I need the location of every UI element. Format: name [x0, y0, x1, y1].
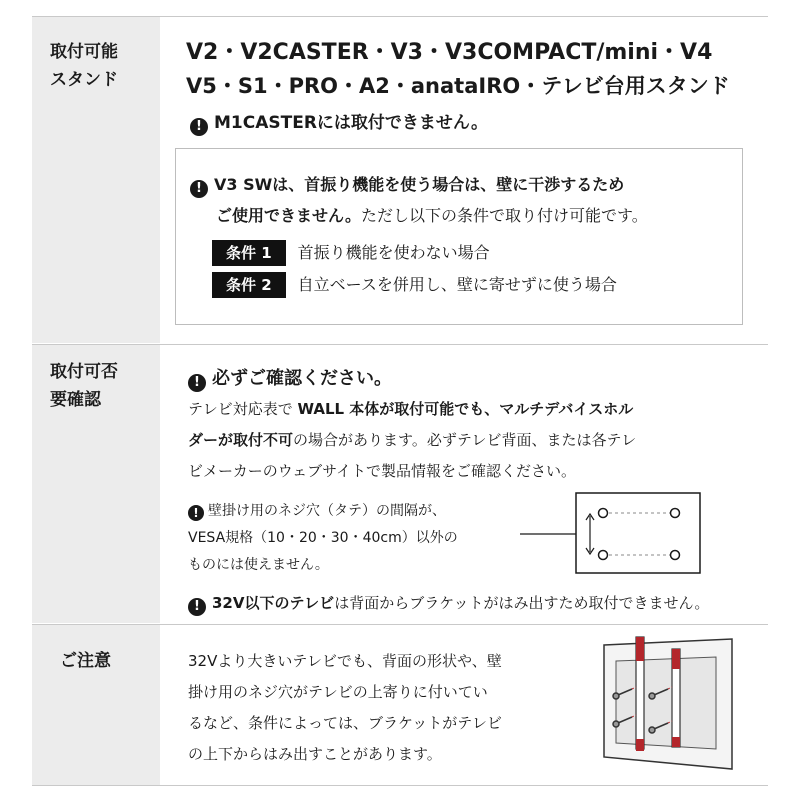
v3sw-warning-line1	[190, 172, 624, 198]
confirm-para-line3: ビメーカーのウェブサイトで製品情報をご確認ください。	[188, 462, 577, 480]
warning-icon: !	[188, 505, 204, 521]
warning-icon: !	[190, 180, 208, 198]
stands-line2: V5・S1・PRO・A2・anataIRO・テレビ台用スタンド	[186, 74, 730, 98]
v3sw-warning-bold2: ご使用できません。	[216, 206, 361, 225]
vesa-line3: ものには使えません。	[188, 557, 329, 573]
divider-1	[32, 344, 768, 345]
confirm-para-line1	[188, 398, 633, 419]
vesa-line1-text: 壁掛け用のネジ穴（タテ）の間隔が、	[208, 503, 446, 519]
condition-1	[212, 240, 490, 266]
para-line1-normal: テレビ対応表で	[188, 400, 298, 418]
section2-label	[50, 358, 118, 414]
section1-label	[50, 38, 118, 94]
vesa-hole-diagram	[520, 488, 705, 578]
bracket-overhang-illustration	[598, 633, 738, 773]
condition-2-tag: 条件 2	[212, 272, 286, 298]
condition-2	[212, 272, 617, 298]
para-line2-bold: ダーが取付不可	[188, 431, 294, 449]
v3sw-warning-bold: V3 SWは、首振り機能を使う場合は、壁に干渉するため	[214, 175, 625, 194]
para-line1-bold: WALL 本体が取付可能でも、マルチデバイスホル	[297, 400, 634, 418]
tv-back-panel	[604, 639, 732, 769]
warning-icon: !	[188, 374, 206, 392]
vesa-line1	[188, 500, 446, 521]
small-tv-warning-bold: 32V以下のテレビ	[212, 594, 335, 612]
bracket-left	[636, 637, 644, 751]
confirm-para-line2	[188, 429, 636, 450]
stands-line1: V2・V2CASTER・V3・V3COMPACT/mini・V4	[186, 40, 713, 65]
confirm-heading	[188, 364, 392, 392]
screw-hole-icon	[671, 509, 680, 518]
tv-back-outline	[576, 493, 700, 573]
divider-2	[32, 624, 768, 625]
bracket-right	[672, 649, 680, 747]
caution-line2: 掛け用のネジ穴がテレビの上寄りに付いてい	[188, 683, 488, 701]
screw-hole-icon	[599, 509, 608, 518]
section1-label-line2: スタンド	[50, 70, 118, 90]
screw-hole-icon	[599, 551, 608, 560]
small-tv-warning-normal: は背面からブラケットがはみ出すため取付できません。	[334, 594, 710, 612]
v3sw-warning-normal: ただし以下の条件で取り付け可能です。	[360, 206, 648, 225]
small-tv-warning	[188, 592, 709, 616]
section1-label-line1: 取付可能	[50, 42, 118, 62]
divider-bottom	[32, 785, 768, 786]
m1caster-note-text: M1CASTERには取付できません。	[214, 113, 488, 133]
v3sw-warning-line2	[216, 203, 648, 226]
confirm-heading-text: 必ずご確認ください。	[212, 368, 392, 389]
warning-icon: !	[190, 118, 208, 136]
divider-top	[32, 16, 768, 17]
condition-2-text: 自立ベースを併用し、壁に寄せずに使う場合	[297, 275, 617, 294]
condition-1-tag: 条件 1	[212, 240, 286, 266]
screw-hole-icon	[671, 551, 680, 560]
section2-label-line1: 取付可否	[50, 362, 118, 382]
caution-line3: るなど、条件によっては、ブラケットがテレビ	[188, 714, 502, 732]
section3-label: ご注意	[60, 651, 111, 671]
caution-line4: の上下からはみ出すことがあります。	[188, 745, 442, 763]
m1caster-note	[190, 108, 488, 136]
section2-label-line2: 要確認	[50, 390, 101, 410]
caution-line1: 32Vより大きいテレビでも、背面の形状や、壁	[188, 652, 502, 670]
condition-1-text: 首振り機能を使わない場合	[297, 243, 490, 262]
para-line2-normal: の場合があります。必ずテレビ背面、または各テレ	[293, 431, 637, 449]
vesa-line2: VESA規格（10・20・30・40cm）以外の	[188, 530, 458, 546]
warning-icon: !	[188, 598, 206, 616]
